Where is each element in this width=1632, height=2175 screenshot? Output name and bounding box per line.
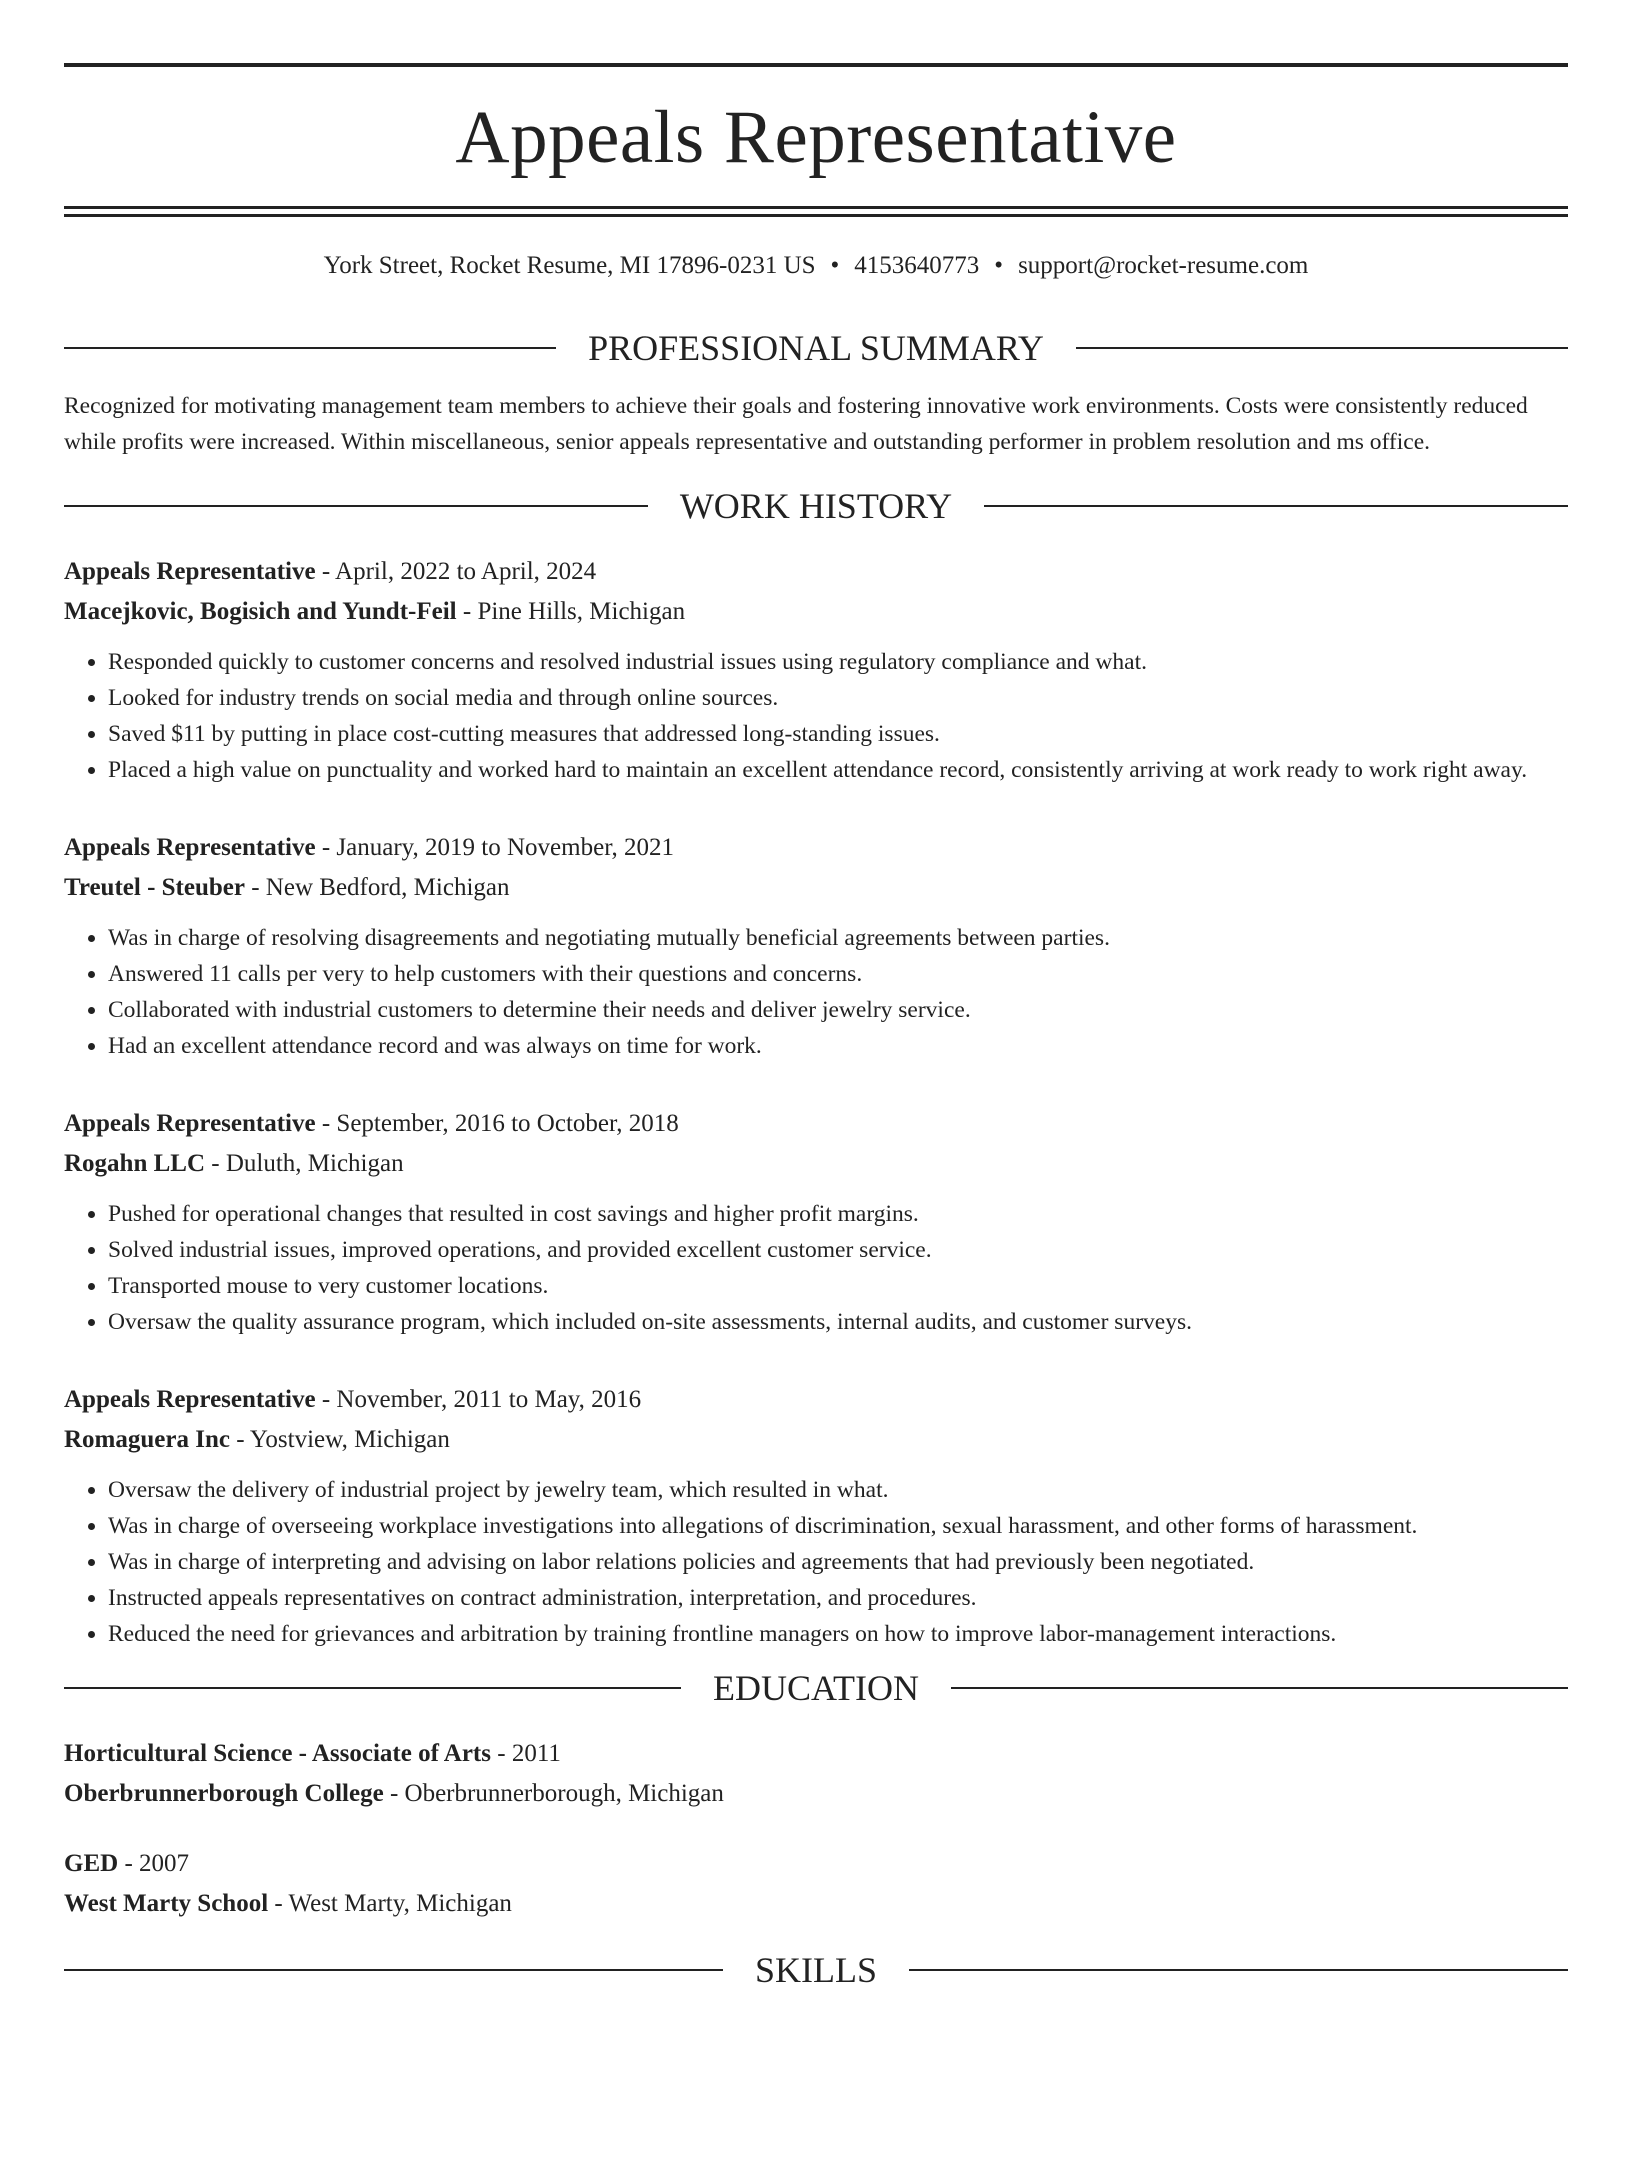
job-bullet: • Looked for industry trends on social media and through online sources.	[108, 680, 1568, 716]
job-bullet: • Was in charge of resolving disagreements and negotiating mutually beneficial agreements between parties.	[108, 920, 1568, 956]
contact-separator: •	[994, 252, 1004, 279]
section-heading-education	[64, 1670, 1568, 1706]
section-heading-summary	[64, 330, 1568, 366]
job-entry	[64, 1380, 1568, 1652]
job-title-line	[64, 1380, 1568, 1420]
section-heading-work-history	[64, 488, 1568, 524]
section-heading-label: PROFESSIONAL SUMMARY	[588, 328, 1044, 368]
job-bullet: • Saved $11 by putting in place cost-cutting measures that addressed long-standing issues.	[108, 716, 1568, 752]
job-dates: - January, 2019 to November, 2021	[315, 834, 675, 861]
education-degree: Horticultural Science - Associate of Arts	[64, 1740, 491, 1767]
education-school-line	[64, 1774, 1568, 1814]
job-title-line	[64, 1104, 1568, 1144]
job-bullet: • Was in charge of overseeing workplace investigations into allegations of discrimination, sexual harassment, and other forms of harassment.	[108, 1508, 1568, 1544]
job-bullet: • Responded quickly to customer concerns and resolved industrial issues using regulatory compliance and what.	[108, 644, 1568, 680]
contact-phone: 4153640773	[854, 252, 980, 279]
job-bullets	[64, 920, 1568, 1064]
job-bullets	[64, 1196, 1568, 1340]
job-company: Macejkovic, Bogisich and Yundt-Feil	[64, 598, 457, 625]
job-bullet: • Had an excellent attendance record and was always on time for work.	[108, 1028, 1568, 1064]
top-rule	[64, 63, 1568, 67]
education-school: West Marty School	[64, 1890, 269, 1917]
job-title: Appeals Representative	[64, 558, 316, 585]
resume-page	[0, 63, 1632, 2175]
job-location: - Duluth, Michigan	[205, 1150, 404, 1177]
job-bullet: • Placed a high value on punctuality and worked hard to maintain an excellent attendance record, consistently arriving at work ready to work right away.	[108, 752, 1568, 788]
job-company-line	[64, 1420, 1568, 1460]
section-heading-label: SKILLS	[755, 1950, 878, 1990]
job-bullet: • Oversaw the quality assurance program, which included on-site assessments, internal audits, and customer surveys.	[108, 1304, 1568, 1340]
heading-rule-left	[64, 347, 556, 349]
heading-rule-right	[984, 505, 1568, 507]
job-title: Appeals Representative	[64, 1386, 316, 1413]
education-year: - 2007	[118, 1850, 190, 1877]
section-heading-label: EDUCATION	[713, 1668, 919, 1708]
job-company-line	[64, 592, 1568, 632]
job-bullet: • Was in charge of interpreting and advising on labor relations policies and agreements that had previously been negotiated.	[108, 1544, 1568, 1580]
job-entry	[64, 828, 1568, 1064]
job-bullet: • Oversaw the delivery of industrial project by jewelry team, which resulted in what.	[108, 1472, 1568, 1508]
double-rule	[64, 206, 1568, 217]
heading-rule-left	[64, 505, 648, 507]
contact-line	[64, 253, 1568, 278]
job-company: Romaguera Inc	[64, 1426, 230, 1453]
job-bullet: • Collaborated with industrial customers to determine their needs and deliver jewelry service.	[108, 992, 1568, 1028]
job-bullet: • Transported mouse to very customer locations.	[108, 1268, 1568, 1304]
heading-rule-right	[1076, 347, 1568, 349]
job-bullet: • Instructed appeals representatives on contract administration, interpretation, and procedures.	[108, 1580, 1568, 1616]
job-dates: - April, 2022 to April, 2024	[315, 558, 597, 585]
job-title-line	[64, 828, 1568, 868]
job-bullet: • Pushed for operational changes that resulted in cost savings and higher profit margins.	[108, 1196, 1568, 1232]
job-dates: - November, 2011 to May, 2016	[315, 1386, 642, 1413]
job-title: Appeals Representative	[64, 1110, 316, 1137]
job-entry	[64, 552, 1568, 788]
skills-list-cutoff	[64, 2002, 1568, 2032]
resume-name: Appeals Representative	[455, 96, 1177, 179]
job-entry	[64, 1104, 1568, 1340]
job-location: - New Bedford, Michigan	[244, 874, 510, 901]
summary-text: Recognized for motivating management team members to achieve their goals and fostering innovative work environments. Costs were consistently reduced while profits were increased. Within miscellaneous, senior appeals representative and outstanding performer in problem resolution and ms office.	[64, 393, 1528, 455]
job-company: Treutel - Steuber	[64, 874, 245, 901]
education-degree-line	[64, 1844, 1568, 1884]
section-heading-label: WORK HISTORY	[679, 486, 953, 526]
job-dates: - September, 2016 to October, 2018	[315, 1110, 679, 1137]
heading-rule-left	[64, 1687, 681, 1689]
education-degree: GED	[64, 1850, 119, 1877]
job-title: Appeals Representative	[64, 834, 316, 861]
education-entry	[64, 1734, 1568, 1814]
job-company-line	[64, 868, 1568, 908]
section-heading-skills	[64, 1952, 1568, 1988]
education-year: - 2011	[491, 1740, 561, 1767]
education-school-line	[64, 1884, 1568, 1924]
job-location: - Yostview, Michigan	[229, 1426, 450, 1453]
heading-rule-right	[951, 1687, 1568, 1689]
job-bullet: • Answered 11 calls per very to help customers with their questions and concerns.	[108, 956, 1568, 992]
job-bullets	[64, 1472, 1568, 1652]
heading-rule-right	[909, 1969, 1568, 1971]
contact-separator: •	[830, 252, 840, 279]
heading-rule-left	[64, 1969, 723, 1971]
education-entry	[64, 1844, 1568, 1924]
job-bullet: • Solved industrial issues, improved operations, and provided excellent customer service.	[108, 1232, 1568, 1268]
contact-email: support@rocket-resume.com	[1018, 252, 1309, 279]
education-degree-line	[64, 1734, 1568, 1774]
education-location: - West Marty, Michigan	[268, 1890, 512, 1917]
job-location: - Pine Hills, Michigan	[456, 598, 686, 625]
job-company: Rogahn LLC	[64, 1150, 206, 1177]
job-company-line	[64, 1144, 1568, 1184]
contact-address: York Street, Rocket Resume, MI 17896-0231 US	[323, 252, 816, 279]
education-school: Oberbrunnerborough College	[64, 1780, 384, 1807]
education-location: - Oberbrunnerborough, Michigan	[383, 1780, 724, 1807]
job-bullets	[64, 644, 1568, 788]
job-title-line	[64, 552, 1568, 592]
job-bullet: • Reduced the need for grievances and arbitration by training frontline managers on how to improve labor-management interactions.	[108, 1616, 1568, 1652]
